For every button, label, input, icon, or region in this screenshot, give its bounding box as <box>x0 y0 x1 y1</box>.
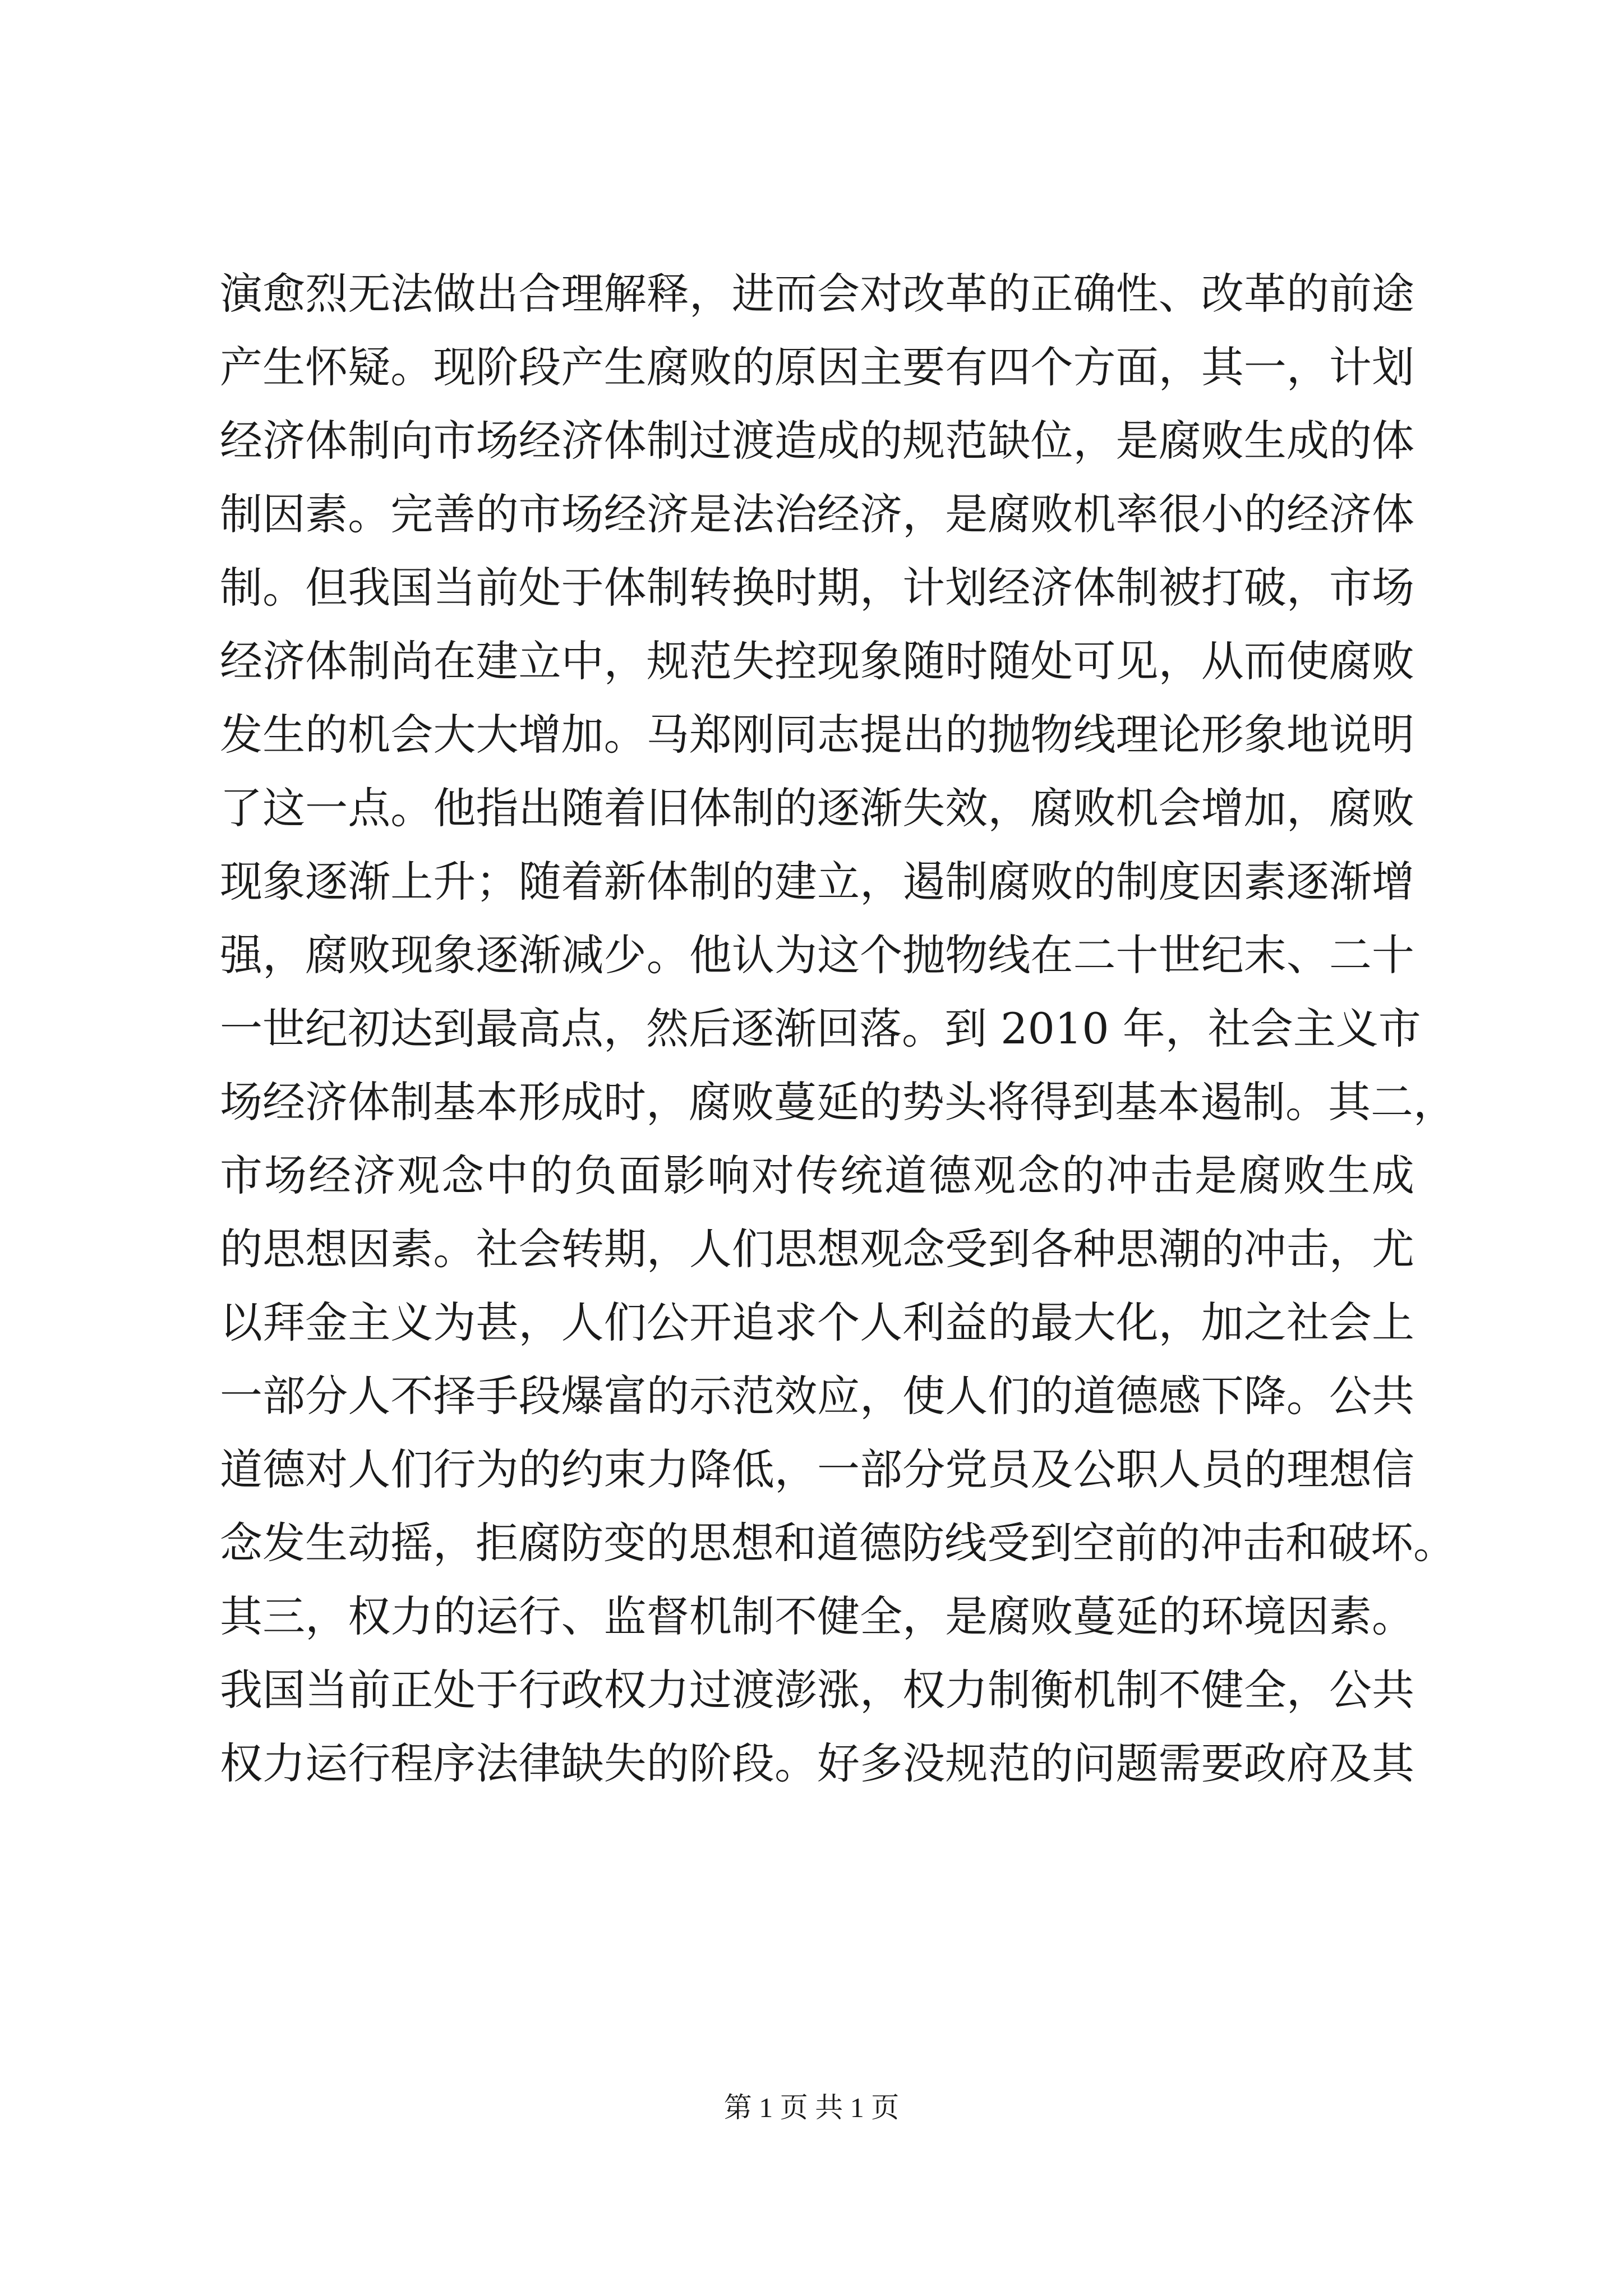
text-line: 其三，权力的运行、监督机制不健全，是腐败蔓延的环境因素。 <box>220 1591 1414 1641</box>
text-line: 以拜金主义为甚，人们公开追求个人利益的最大化，加之社会上 <box>220 1297 1414 1347</box>
text-line: 制。但我国当前处于体制转换时期，计划经济体制被打破，市场 <box>220 563 1414 613</box>
text-line: 道德对人们行为的约束力降低，一部分党员及公职人员的理想信 <box>220 1444 1414 1494</box>
text-line: 了这一点。他指出随着旧体制的逐渐失效，腐败机会增加，腐败 <box>220 783 1414 833</box>
text-line: 权力运行程序法律缺失的阶段。好多没规范的问题需要政府及其 <box>220 1738 1414 1788</box>
text-line: 一部分人不择手段爆富的示范效应，使人们的道德感下降。公共 <box>220 1371 1414 1421</box>
text-line: 发生的机会大大增加。马郑刚同志提出的抛物线理论形象地说明 <box>220 710 1414 760</box>
text-line: 强，腐败现象逐渐减少。他认为这个抛物线在二十世纪末、二十 <box>220 930 1414 980</box>
text-line: 现象逐渐上升；随着新体制的建立，遏制腐败的制度因素逐渐增 <box>220 857 1414 907</box>
page-footer <box>0 2088 1623 2127</box>
text-line: 演愈烈无法做出合理解释，进而会对改革的正确性、改革的前途 <box>220 269 1414 319</box>
text-line: 场经济体制基本形成时，腐败蔓延的势头将得到基本遏制。其二， <box>220 1077 1456 1127</box>
text-line: 产生怀疑。现阶段产生腐败的原因主要有四个方面，其一，计划 <box>220 342 1414 392</box>
text-line: 一世纪初达到最高点，然后逐渐回落。到 2010 年，社会主义市 <box>220 1004 1421 1053</box>
page-number: 第 1 页 共 1 页 <box>723 2092 900 2123</box>
body-text <box>220 257 1456 1800</box>
text-line: 市场经济观念中的负面影响对传统道德观念的冲击是腐败生成 <box>220 1151 1414 1200</box>
text-line: 经济体制向市场经济体制过渡造成的规范缺位，是腐败生成的体 <box>220 416 1414 466</box>
text-line: 经济体制尚在建立中，规范失控现象随时随处可见，从而使腐败 <box>220 636 1414 686</box>
text-line: 的思想因素。社会转期，人们思想观念受到各种思潮的冲击，尤 <box>220 1224 1414 1274</box>
text-line: 念发生动摇，拒腐防变的思想和道德防线受到空前的冲击和破坏。 <box>220 1518 1456 1568</box>
text-line: 我国当前正处于行政权力过渡澎涨，权力制衡机制不健全，公共 <box>220 1665 1414 1715</box>
text-line: 制因素。完善的市场经济是法治经济，是腐败机率很小的经济体 <box>220 489 1414 539</box>
